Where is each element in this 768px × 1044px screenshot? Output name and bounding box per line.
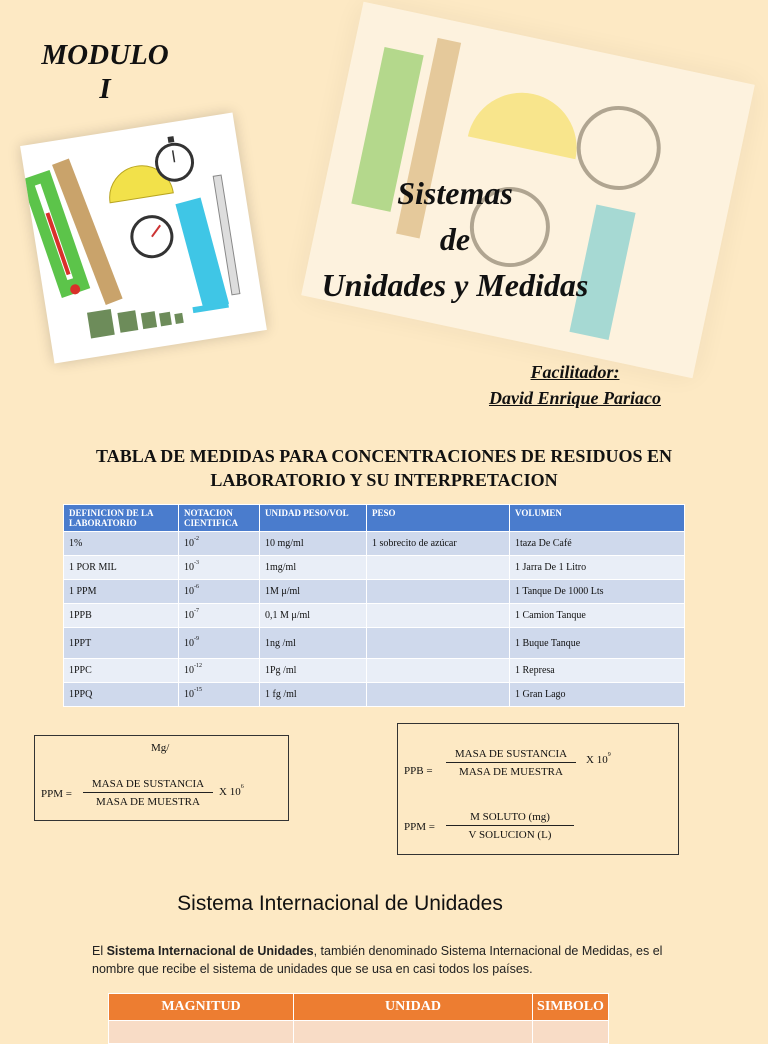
formula-ppb-denominator: MASA DE MUESTRA [459, 766, 563, 778]
formula-unit-label: Mg/ [151, 742, 170, 754]
cell-unidad: 0,1 M μ/ml [260, 604, 367, 628]
formula-denominator: MASA DE MUESTRA [96, 796, 200, 808]
si-section-title: Sistema Internacional de Unidades [177, 892, 503, 915]
cell-peso [367, 628, 510, 659]
formula-ppb-lhs: PPB = [404, 765, 433, 777]
module-heading [34, 38, 176, 106]
cell-notacion: $10^{-15}$ [179, 683, 260, 707]
formula-ppb-numerator: MASA DE SUSTANCIA [446, 748, 576, 763]
measurements-table-title: TABLA DE MEDIDAS PARA CONCENTRACIONES DE RESIDUOS EN LABORATORIO Y SU INTERPRETACION [96, 446, 672, 490]
cell-volumen: 1 Jarra De 1 Litro [510, 556, 685, 580]
formula-ppm-fraction [446, 811, 574, 841]
table-row [64, 683, 685, 707]
header-definicion: DEFINICION DE LA LABORATORIO [64, 505, 179, 532]
header-unidad: UNIDAD [294, 994, 533, 1021]
cell-peso [367, 659, 510, 683]
header-unidad: UNIDAD PESO/VOL [260, 505, 367, 532]
cell-peso [367, 683, 510, 707]
table-row [64, 659, 685, 683]
cell-definicion: 1PPB [64, 604, 179, 628]
header-magnitud: MAGNITUD [109, 994, 294, 1021]
title-line-1: Sistemas [397, 175, 513, 211]
cell-peso [367, 556, 510, 580]
cell-unidad: 10 mg/ml [260, 532, 367, 556]
measurement-instruments-image [20, 113, 267, 364]
facilitator-name: David Enrique Pariaco [488, 388, 661, 408]
si-bold-term: Sistema Internacional de Unidades [106, 944, 314, 958]
cell-definicion: 1PPT [64, 628, 179, 659]
cell-volumen: 1 Tanque De 1000 Lts [510, 580, 685, 604]
si-units-table [108, 993, 609, 1044]
cell-definicion: 1PPQ [64, 683, 179, 707]
cell-unidad: 1 fg /ml [260, 683, 367, 707]
cell-notacion: $10^{-3}$ [179, 556, 260, 580]
cell-unidad: 1mg/ml [260, 556, 367, 580]
title-line-2: de [439, 221, 471, 257]
measurements-table [63, 504, 685, 707]
si-table-header-row [109, 994, 609, 1021]
si-paragraph: El Sistema Internacional de Unidades, también denominado Sistema Internacional de Medidas, es el nombre que recibe el sistema de unidades que se usa en casi todos los países. [92, 944, 663, 976]
formula-ppm-lhs: PPM = [404, 821, 435, 833]
cell-volumen: 1taza De Café [510, 532, 685, 556]
cell-unidad: 1Pg /ml [260, 659, 367, 683]
cell-notacion: $10^{-2}$ [179, 532, 260, 556]
instruments-illustration [20, 113, 267, 364]
ppm-formula-box [34, 735, 289, 821]
cell-volumen: 1 Camion Tanque [510, 604, 685, 628]
cell-notacion: $10^{-6}$ [179, 580, 260, 604]
formula-ppb-fraction [446, 748, 576, 778]
cell-volumen: 1 Represa [510, 659, 685, 683]
cell-peso [367, 580, 510, 604]
formula-ppm-numerator: M SOLUTO (mg) [446, 811, 574, 826]
cell-definicion: 1 POR MIL [64, 556, 179, 580]
cell-volumen: 1 Gran Lago [510, 683, 685, 707]
formula-ppm-denominator: V SOLUCION (L) [468, 829, 552, 841]
ppb-ppm-formula-box [397, 723, 679, 855]
module-label: MODULO [41, 39, 169, 71]
formula-lhs: PPM = [41, 788, 72, 800]
header-simbolo: SIMBOLO [533, 994, 609, 1021]
formula-numerator: MASA DE SUSTANCIA [83, 778, 213, 793]
table-row [64, 628, 685, 659]
facilitator-block [440, 359, 710, 411]
header-peso: PESO [367, 505, 510, 532]
header-volumen: VOLUMEN [510, 505, 685, 532]
table-row [64, 580, 685, 604]
cell-definicion: 1PPC [64, 659, 179, 683]
formula-fraction [83, 778, 213, 808]
header-notacion: NOTACION CIENTIFICA [179, 505, 260, 532]
facilitator-label: Facilitador: [530, 362, 620, 382]
cell-unidad: 1ng /ml [260, 628, 367, 659]
module-number: I [99, 73, 111, 105]
table-row [64, 532, 685, 556]
cell-volumen: 1 Buque Tanque [510, 628, 685, 659]
table-row [64, 604, 685, 628]
cell-peso [367, 604, 510, 628]
cell-notacion: $10^{-7}$ [179, 604, 260, 628]
cell-definicion: 1 PPM [64, 580, 179, 604]
table-header-row [64, 505, 685, 532]
cell-peso: 1 sobrecito de azúcar [367, 532, 510, 556]
cell-notacion: $10^{-12}$ [179, 659, 260, 683]
document-title [240, 170, 670, 308]
cell-notacion: $10^{-9}$ [179, 628, 260, 659]
formula-multiplier: X $10^6$ [219, 784, 244, 798]
table-row [64, 556, 685, 580]
cell-unidad: 1M μ/ml [260, 580, 367, 604]
formula-ppb-multiplier: X $10^9$ [586, 752, 611, 766]
title-line-3: Unidades y Medidas [321, 267, 589, 303]
cell-definicion: 1% [64, 532, 179, 556]
